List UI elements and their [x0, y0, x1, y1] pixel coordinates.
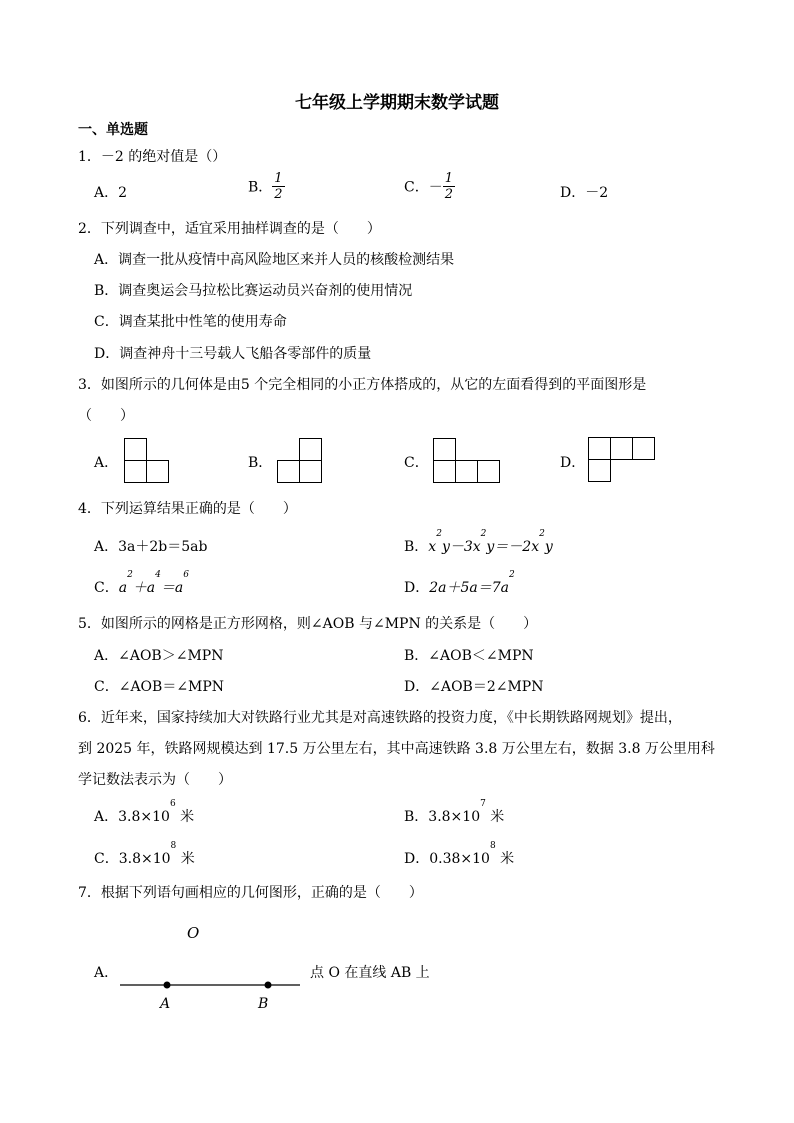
question-1-stem: 1．－2 的绝对值是（）	[78, 149, 227, 165]
option-label: B．	[248, 455, 273, 471]
question-6-option-c[interactable]	[94, 841, 195, 868]
fraction	[443, 172, 455, 201]
question-2-stem: 2．下列调查中，适宜采用抽样调查的是（ ）	[78, 221, 381, 237]
option-label: B．	[248, 179, 273, 196]
question-1-option-c[interactable]	[404, 172, 455, 201]
unit: 米	[175, 809, 195, 825]
question-4-stem: 4．下列运算结果正确的是（ ）	[78, 501, 297, 517]
question-3-option-b[interactable]	[248, 452, 272, 472]
option-label: C．	[404, 455, 429, 471]
question-7-stem: 7．根据下列语句画相应的几何图形，正确的是（ ）	[78, 885, 423, 901]
question-6-option-a[interactable]	[94, 799, 195, 826]
fraction-denominator: 2	[274, 187, 283, 202]
question-7-option-a[interactable]	[94, 962, 118, 982]
question-1-option-a[interactable]	[94, 182, 127, 202]
question-6-stem-line-2: 到 2025 年，铁路网规模达到 17.5 万公里左右，其中高速铁路 3.8 万公里左右，数据 3.8 万公里用科	[78, 741, 715, 757]
point-b-dot	[265, 982, 272, 989]
question-3-figure-c	[433, 438, 501, 484]
question-3-stem-line-2: （ ）	[78, 408, 134, 424]
option-label: C．	[404, 179, 429, 196]
option-label: D．	[404, 851, 430, 867]
question-2-option-d[interactable]: D．调查神舟十三号载人飞船各零部件的质量	[94, 346, 372, 362]
unit: 米	[495, 851, 515, 867]
question-4-option-d[interactable]	[404, 570, 515, 597]
question-3-option-d[interactable]	[560, 452, 585, 472]
option-label: A．	[94, 455, 119, 471]
math-expression: $a^2+a^4=a^6$	[118, 570, 189, 596]
fraction-numerator: 1	[444, 171, 453, 186]
option-label: D．	[404, 580, 430, 596]
fraction-numerator: 1	[274, 171, 283, 186]
question-1-option-b[interactable]	[248, 172, 285, 201]
question-2-option-b[interactable]: B．调查奥运会马拉松比赛运动员兴奋剂的使用情况	[94, 283, 413, 299]
option-label: A．	[94, 809, 119, 825]
unit: 米	[485, 809, 505, 825]
point-a-dot	[164, 982, 171, 989]
option-value: 2	[118, 185, 128, 201]
question-4-option-b[interactable]	[404, 529, 553, 556]
option-label: C．	[94, 851, 119, 867]
question-5-stem: 5．如图所示的网格是正方形网格，则∠AOB 与∠MPN 的关系是（ ）	[78, 616, 538, 632]
exponent: 6	[169, 799, 176, 809]
fraction	[272, 172, 284, 201]
question-6-stem-line-3: 学记数法表示为（ ）	[78, 772, 232, 788]
point-b-label: B	[258, 996, 269, 1012]
question-3-stem-line-1: 3．如图所示的几何体是由5 个完全相同的小正方体搭成的，从它的左面看得到的平面图形是	[78, 377, 647, 393]
math-expression: $x^2y-3x^2y=-2x^2y$	[428, 529, 553, 555]
question-7-option-a-caption: 点 O 在直线 AB 上	[310, 965, 430, 981]
exponent: 7	[480, 799, 486, 809]
point-a-label: A	[160, 996, 171, 1012]
option-label: B．	[404, 539, 429, 555]
question-5-option-a[interactable]: A．∠AOB＞∠MPN	[94, 648, 224, 664]
question-5-option-c[interactable]: C．∠AOB＝∠MPN	[94, 679, 225, 695]
question-2-option-c[interactable]: C．调查某批中性笔的使用寿命	[94, 314, 287, 330]
question-6-option-d[interactable]	[404, 841, 515, 868]
question-4-option-a[interactable]: A．3a＋2b＝5ab	[94, 539, 208, 555]
question-6-stem-line-1: 6．近年来，国家持续加大对铁路行业尤其是对高速铁路的投资力度，《中长期铁路网规划》提出，	[78, 710, 682, 726]
question-3-figure-b	[277, 438, 323, 484]
page-title: 七年级上学期期末数学试题	[295, 93, 499, 113]
point-o-label: O	[187, 924, 200, 942]
number-base: 3.8×10	[118, 809, 170, 825]
option-label: B．	[404, 809, 429, 825]
option-label: C．	[94, 580, 119, 596]
question-3-option-a[interactable]	[94, 452, 118, 472]
exponent: 8	[170, 841, 177, 851]
question-3-figure-d	[588, 437, 656, 483]
minus-sign: －	[428, 179, 443, 196]
question-1-option-d[interactable]	[560, 182, 608, 202]
question-4-option-c[interactable]	[94, 570, 189, 597]
unit: 米	[176, 851, 195, 867]
question-5-option-d[interactable]: D．∠AOB＝2∠MPN	[404, 679, 544, 695]
option-value: －2	[585, 185, 609, 201]
question-3-figure-a	[124, 438, 170, 484]
line-ab-figure	[120, 978, 302, 992]
question-6-option-b[interactable]	[404, 799, 505, 826]
math-expression: $2a+5a=7a^2$	[429, 570, 515, 596]
number-base: 3.8×10	[428, 809, 481, 825]
question-2-option-a[interactable]: A．调查一批从疫情中高风险地区来并人员的核酸检测结果	[94, 252, 455, 268]
option-label: A．	[94, 185, 119, 201]
section-heading: 一、单选题	[78, 122, 148, 138]
option-label: D．	[560, 455, 586, 471]
question-5-option-b[interactable]: B．∠AOB＜∠MPN	[404, 648, 534, 664]
exponent: 8	[489, 841, 496, 851]
number-base: 3.8×10	[118, 851, 171, 867]
option-label: D．	[560, 185, 586, 201]
question-3-option-c[interactable]	[404, 452, 429, 472]
fraction-denominator: 2	[444, 187, 453, 202]
number-base: 0.38×10	[429, 851, 490, 867]
option-label: A．	[94, 965, 119, 981]
